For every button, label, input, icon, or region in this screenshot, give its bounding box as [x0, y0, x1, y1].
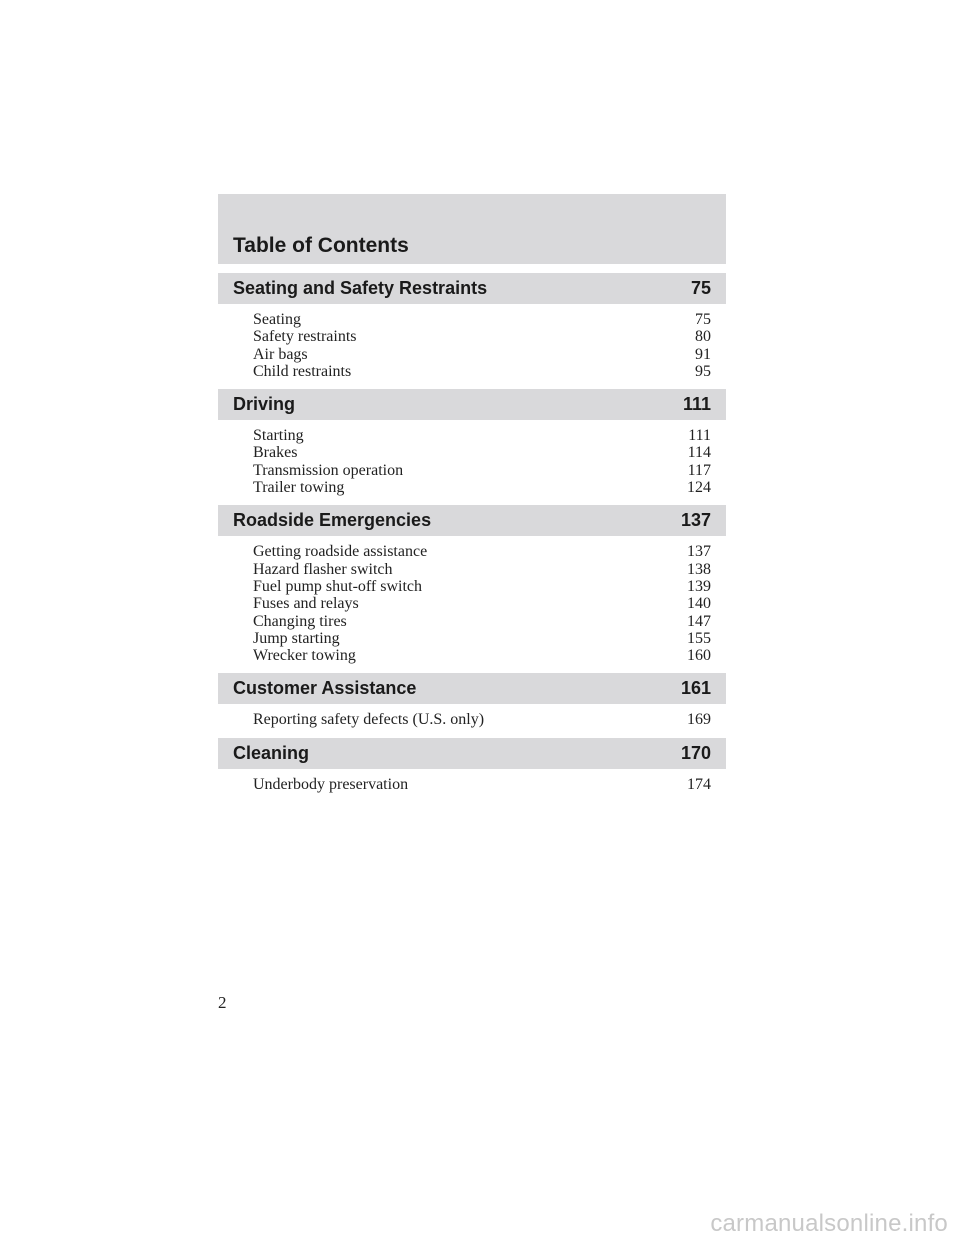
entry-label: Safety restraints: [253, 328, 357, 346]
entry-page: 111: [688, 427, 711, 445]
toc-entry[interactable]: [253, 543, 711, 560]
section-title: Seating and Safety Restraints: [233, 278, 488, 298]
toc-entry[interactable]: [253, 479, 711, 496]
entry-page: 140: [687, 595, 711, 613]
toc-section-cleaning: [218, 738, 726, 793]
toc-section-customer-assistance: [218, 673, 726, 728]
section-title: Driving: [233, 394, 296, 415]
toc-section-driving: [218, 389, 726, 496]
entry-page: 95: [695, 362, 711, 380]
entry-label: Wrecker towing: [253, 647, 356, 665]
entry-label: Hazard flasher switch: [253, 560, 393, 578]
toc-entry[interactable]: [253, 578, 711, 595]
entry-label: Fuses and relays: [253, 595, 359, 613]
toc-entry[interactable]: [253, 328, 711, 345]
entry-label: Transmission operation: [253, 461, 404, 479]
entry-label: Getting roadside assistance: [253, 543, 428, 561]
entry-page: 169: [687, 711, 711, 729]
entry-page: 124: [687, 479, 711, 497]
entry-label: Changing tires: [253, 612, 347, 630]
entry-page: 80: [695, 328, 711, 346]
page-number: 2: [218, 993, 227, 1012]
section-items: [218, 769, 726, 793]
table-of-contents: [218, 194, 726, 793]
toc-entry[interactable]: [253, 647, 711, 664]
toc-entry[interactable]: [253, 346, 711, 363]
entry-label: Fuel pump shut-off switch: [253, 577, 423, 595]
page-title: Table of Contents: [233, 234, 409, 257]
entry-page: 174: [687, 775, 711, 793]
entry-page: 91: [695, 345, 711, 363]
section-items: [218, 304, 726, 380]
section-heading[interactable]: [218, 389, 726, 420]
toc-header: [218, 194, 726, 264]
section-page: 170: [680, 742, 711, 763]
toc-entry[interactable]: [253, 462, 711, 479]
section-page: 161: [680, 678, 711, 699]
section-page: 111: [682, 394, 711, 415]
section-page: 137: [680, 510, 711, 531]
toc-entry[interactable]: [253, 427, 711, 444]
section-page: 75: [690, 278, 711, 298]
entry-label: Air bags: [253, 345, 308, 363]
toc-section-roadside-emergencies: [218, 505, 726, 664]
section-items: [218, 536, 726, 664]
section-items: [218, 420, 726, 496]
entry-label: Seating: [253, 311, 301, 328]
entry-label: Starting: [253, 427, 304, 445]
toc-entry[interactable]: [253, 630, 711, 647]
watermark: carmanualsonline.info: [710, 1210, 948, 1237]
entry-label: Reporting safety defects (U.S. only): [253, 711, 485, 729]
entry-label: Trailer towing: [253, 479, 345, 497]
entry-page: 75: [695, 311, 711, 328]
section-heading[interactable]: [218, 273, 726, 304]
section-items: [218, 704, 726, 728]
entry-page: 139: [687, 577, 711, 595]
toc-section-seating-and-safety-restraints: [218, 273, 726, 380]
entry-page: 138: [687, 560, 711, 578]
entry-page: 114: [687, 444, 711, 462]
section-heading[interactable]: [218, 673, 726, 704]
entry-page: 160: [687, 647, 711, 665]
section-heading[interactable]: [218, 505, 726, 536]
entry-label: Child restraints: [253, 362, 352, 380]
entry-label: Jump starting: [253, 629, 340, 647]
entry-page: 147: [687, 612, 711, 630]
entry-label: Underbody preservation: [253, 775, 409, 793]
section-title: Cleaning: [233, 742, 310, 763]
toc-entry[interactable]: [253, 595, 711, 612]
toc-entry[interactable]: [253, 561, 711, 578]
section-title: Roadside Emergencies: [233, 510, 432, 531]
entry-label: Brakes: [253, 444, 298, 462]
toc-entry[interactable]: [253, 711, 711, 728]
toc-entry[interactable]: [253, 311, 711, 328]
section-heading[interactable]: [218, 738, 726, 769]
section-title: Customer Assistance: [233, 678, 417, 699]
toc-entry[interactable]: [253, 613, 711, 630]
toc-entry[interactable]: [253, 363, 711, 380]
entry-page: 155: [687, 629, 711, 647]
entry-page: 137: [687, 543, 711, 561]
toc-entry[interactable]: [253, 776, 711, 793]
entry-page: 117: [687, 461, 711, 479]
toc-entry[interactable]: [253, 444, 711, 461]
